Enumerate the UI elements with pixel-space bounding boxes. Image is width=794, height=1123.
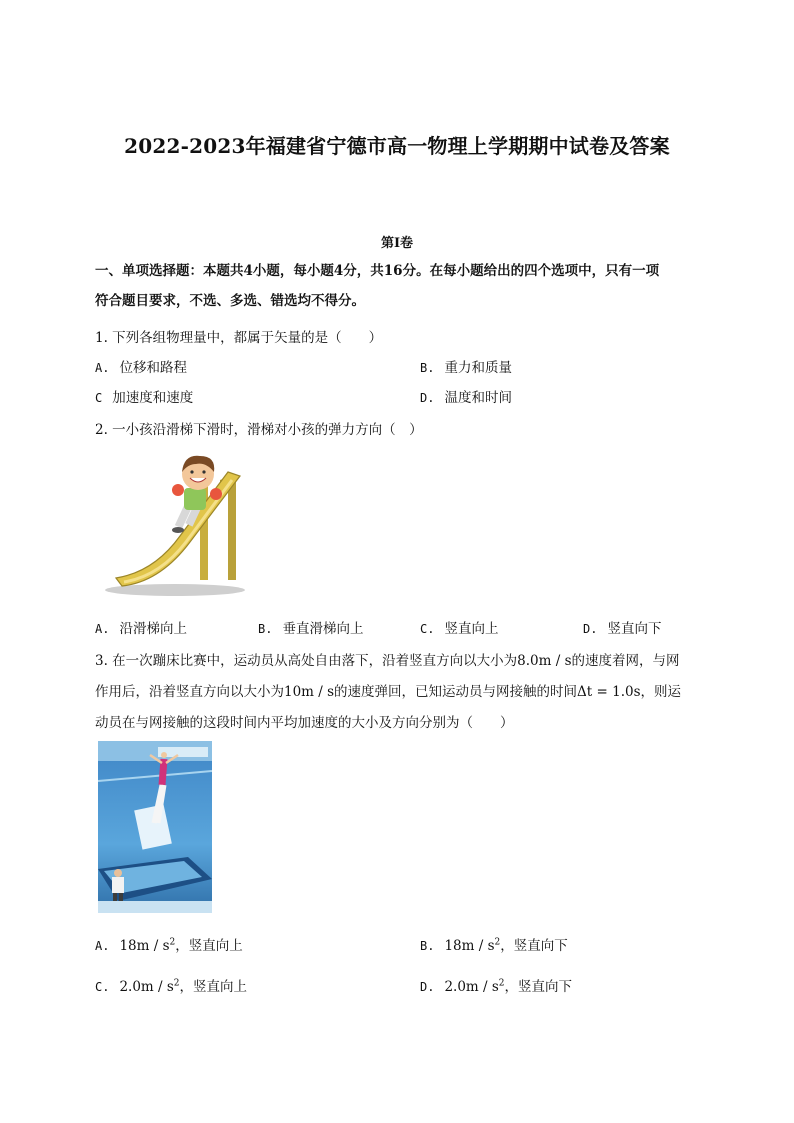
option-text: 垂直滑梯向上 xyxy=(282,621,364,637)
option-text: 沿滑梯向上 xyxy=(119,621,187,637)
question-1-option-d xyxy=(420,386,512,406)
option-text: 加速度和速度 xyxy=(112,390,194,406)
question-1-option-b xyxy=(420,356,512,376)
trampoline-athlete-photo xyxy=(98,741,212,913)
option-text: 竖直向下 xyxy=(607,621,662,637)
instructions-line-1: 一、单项选择题：本题共4小题，每小题4分，共16分。在每小题给出的四个选项中，只有一项 xyxy=(95,263,660,279)
option-letter: A. xyxy=(95,361,110,375)
page-title: 2022-2023年福建省宁德市高一物理上学期期中试卷及答案 xyxy=(124,134,670,158)
option-value: 18m / s xyxy=(444,938,495,954)
question-3-option-b xyxy=(420,934,568,954)
instructions-line-2: 符合题目要求，不选、多选、错选均不得分。 xyxy=(95,293,365,309)
option-exponent: 2 xyxy=(498,978,505,989)
question-2-stem: 2. 一小孩沿滑梯下滑时，滑梯对小孩的弹力方向（ ） xyxy=(95,422,423,438)
question-1-stem: 1. 下列各组物理量中，都属于矢量的是（ ） xyxy=(95,330,383,346)
slide-child-illustration xyxy=(100,450,250,600)
question-3-stem-line-2: 作用后，沿着竖直方向以大小为10m / s的速度弹回，已知运动员与网接触的时间Δt = 1.0s，则运 xyxy=(95,684,682,700)
option-text: 位移和路程 xyxy=(119,360,187,376)
option-exponent: 2 xyxy=(173,978,180,989)
question-3-option-c xyxy=(95,975,247,995)
option-direction: ，竖直向上 xyxy=(179,979,248,995)
question-3-stem-line-3: 动员在与网接触的这段时间内平均加速度的大小及方向分别为（ ） xyxy=(95,715,514,731)
option-letter: C. xyxy=(95,980,110,994)
option-text: 温度和时间 xyxy=(444,390,512,406)
question-2-option-a xyxy=(95,617,187,637)
question-2-option-d xyxy=(583,617,661,637)
option-letter: A. xyxy=(95,939,110,953)
option-letter: B. xyxy=(420,939,435,953)
question-1-option-a xyxy=(95,356,187,376)
question-2-option-c xyxy=(420,617,498,637)
section-title: 第I卷 xyxy=(380,236,414,251)
option-exponent: 2 xyxy=(169,937,176,948)
option-letter: C. xyxy=(420,622,435,636)
option-direction: ，竖直向下 xyxy=(500,938,568,954)
option-direction: ，竖直向上 xyxy=(175,938,243,954)
question-1-option-c xyxy=(95,386,193,406)
question-3-stem-line-1: 3. 在一次蹦床比赛中，运动员从高处自由落下，沿着竖直方向以大小为8.0m / s的速度着网，与网 xyxy=(95,653,680,669)
option-letter: D. xyxy=(583,622,598,636)
option-value: 2.0m / s xyxy=(444,979,499,995)
option-letter: A. xyxy=(95,622,110,636)
option-letter: D. xyxy=(420,980,435,994)
option-value: 18m / s xyxy=(119,938,170,954)
question-2-option-b xyxy=(258,617,363,637)
option-letter: D. xyxy=(420,391,435,405)
question-3-option-a xyxy=(95,934,243,954)
option-direction: ，竖直向下 xyxy=(504,979,573,995)
question-3-option-d xyxy=(420,975,572,995)
option-letter: B. xyxy=(420,361,435,375)
option-value: 2.0m / s xyxy=(119,979,174,995)
option-letter: C xyxy=(95,391,103,405)
option-letter: B. xyxy=(258,622,273,636)
option-text: 竖直向上 xyxy=(444,621,499,637)
option-exponent: 2 xyxy=(494,937,501,948)
option-text: 重力和质量 xyxy=(444,360,512,376)
